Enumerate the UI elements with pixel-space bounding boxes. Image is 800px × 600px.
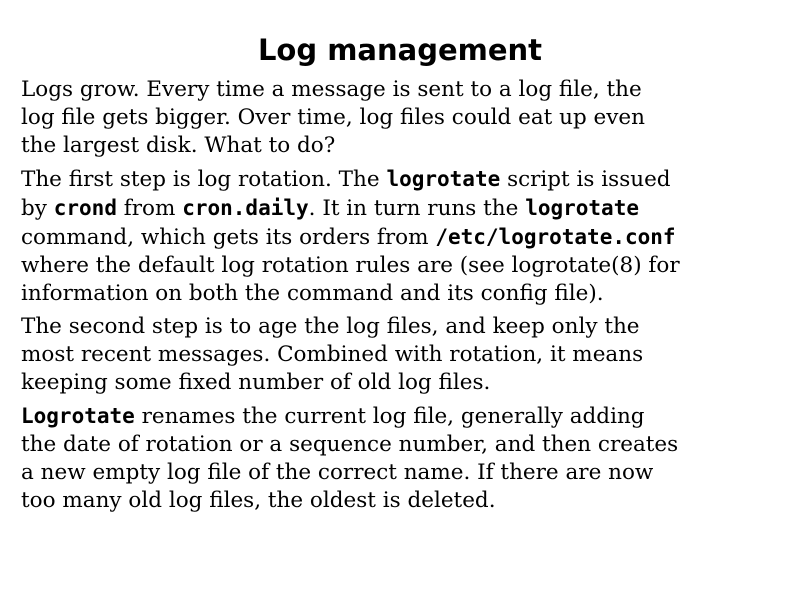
text-line: too many old log files, the oldest is deleted. [21, 488, 496, 513]
text-line: keeping some fixed number of old log files. [21, 370, 491, 395]
text-line: the date of rotation or a sequence number, and then creates [21, 432, 679, 457]
text-line: where the default log rotation rules are (see logrotate(8) for [21, 253, 680, 278]
paragraph-log-rotation [21, 165, 791, 308]
text-line: The second step is to age the log files, and keep only the [21, 314, 640, 339]
slide-body [21, 76, 791, 520]
paragraph-age-logs [21, 313, 791, 397]
text-line: a new empty log file of the correct name. If there are now [21, 460, 654, 485]
text-line: log file gets bigger. Over time, log files could eat up even [21, 105, 645, 130]
text-segment: by [21, 196, 54, 221]
slide-title: Log management [257, 33, 543, 67]
code-logrotate-conf: /etc/logrotate.conf [435, 225, 676, 249]
code-crond: crond [53, 196, 117, 220]
code-cron-daily: cron.daily [182, 196, 309, 220]
text-segment: The first step is log rotation. The [21, 167, 387, 192]
text-segment: renames the current log file, generally adding [134, 404, 645, 429]
code-logrotate: logrotate [525, 196, 639, 220]
paragraph-logrotate-renames [21, 402, 791, 515]
code-logrotate: Logrotate [21, 404, 135, 428]
text-line: Logs grow. Every time a message is sent to a log file, the [21, 77, 642, 102]
text-segment: script is issued [500, 167, 671, 192]
text-segment: . It in turn runs the [308, 196, 526, 221]
paragraph-logs-grow [21, 76, 791, 160]
text-segment: command, which gets its orders from [21, 225, 436, 250]
text-line: information on both the command and its config file). [21, 281, 604, 306]
code-logrotate: logrotate [386, 167, 501, 191]
text-line: the largest disk. What to do? [21, 133, 336, 158]
text-segment: from [116, 196, 183, 221]
text-line: most recent messages. Combined with rotation, it means [21, 342, 644, 367]
